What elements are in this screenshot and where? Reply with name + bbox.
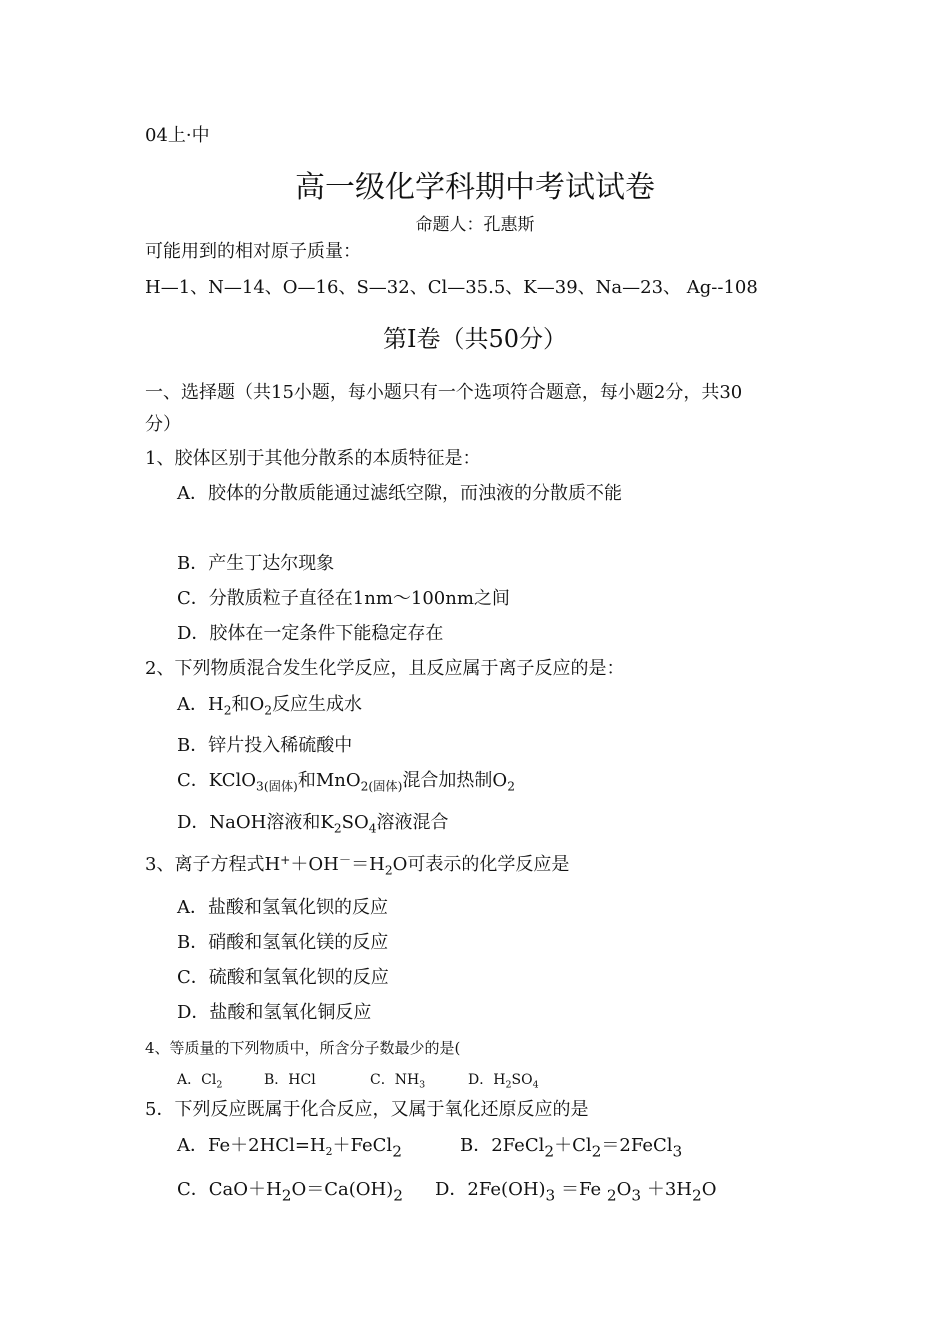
question-3-option-a: A．盐酸和氢氧化钡的反应 [177, 897, 388, 918]
section-heading-line2: 分） [145, 414, 181, 435]
question-3-stem: 3、离子方程式$H^++OH^-=H_2O$可表示的化学反应是 [145, 852, 570, 878]
question-5-option-a: A．$Fe+2HCl=H_2+FeCl_2$ [177, 1135, 402, 1161]
question-4-stem: 4、等质量的下列物质中，所含分子数最少的是( [145, 1039, 461, 1057]
question-2-option-c: C．KClO$_{3(固体)}$和MnO$_{2(固体)}$混合加热制$O_2$ [177, 770, 515, 794]
question-4-option-c: C．$NH_3$ [370, 1072, 426, 1091]
question-2-option-b: B．锌片投入稀硫酸中 [177, 735, 353, 756]
question-5-option-d: D．$2Fe(OH)_3 =Fe$ $_2O_3 +3H_2O$ [435, 1179, 717, 1205]
atomic-mass-values: H—1、N—14、O—16、S—32、Cl—35.5、K—39、Na—23、 Ag--108 [145, 277, 758, 298]
question-5-stem: 5．下列反应既属于化合反应，又属于氧化还原反应的是 [145, 1099, 589, 1120]
question-2-option-a: A．$H_2$和$O_2$反应生成水 [177, 694, 363, 718]
question-4-option-b: B．HCl [264, 1072, 316, 1088]
question-3-option-d: D．盐酸和氢氧化铜反应 [177, 1002, 372, 1023]
question-1-option-a: A．胶体的分散质能通过滤纸空隙，而浊液的分散质不能 [177, 483, 622, 504]
question-1-option-d: D．胶体在一定条件下能稳定存在 [177, 623, 444, 644]
header-code: 04上·中 [145, 125, 210, 146]
question-2-stem: 2、下列物质混合发生化学反应，且反应属于离子反应的是： [145, 658, 625, 679]
question-2-option-d: D．NaOH溶液和$K_2SO_4$溶液混合 [177, 812, 449, 836]
question-5-option-b: B．$2FeCl_2+Cl_2=2FeCl_3$ [460, 1135, 683, 1161]
question-1-stem: 1、胶体区别于其他分散系的本质特征是： [145, 448, 481, 469]
author-line: 命题人：孔惠斯 [415, 215, 535, 235]
question-3-option-b: B．硝酸和氢氧化镁的反应 [177, 932, 389, 953]
part-heading: 第Ⅰ卷（共50分） [382, 325, 568, 353]
question-4-option-d: D．$H_2SO_4$ [468, 1072, 539, 1091]
question-1-option-b: B．产生丁达尔现象 [177, 553, 335, 574]
atomic-mass-label: 可能用到的相对原子质量： [145, 241, 361, 262]
question-4-option-a: A．$Cl_2$ [177, 1072, 223, 1091]
page-title: 高一级化学科期中考试试卷 [295, 170, 655, 205]
question-5-option-c: C．$CaO+H_2O=Ca(OH)_2$ [177, 1179, 403, 1205]
section-heading-line1: 一、选择题（共15小题，每小题只有一个选项符合题意，每小题2分，共30 [145, 382, 743, 403]
question-1-option-c: C．分散质粒子直径在1nm～100nm之间 [177, 588, 510, 609]
question-3-option-c: C．硫酸和氢氧化钡的反应 [177, 967, 389, 988]
